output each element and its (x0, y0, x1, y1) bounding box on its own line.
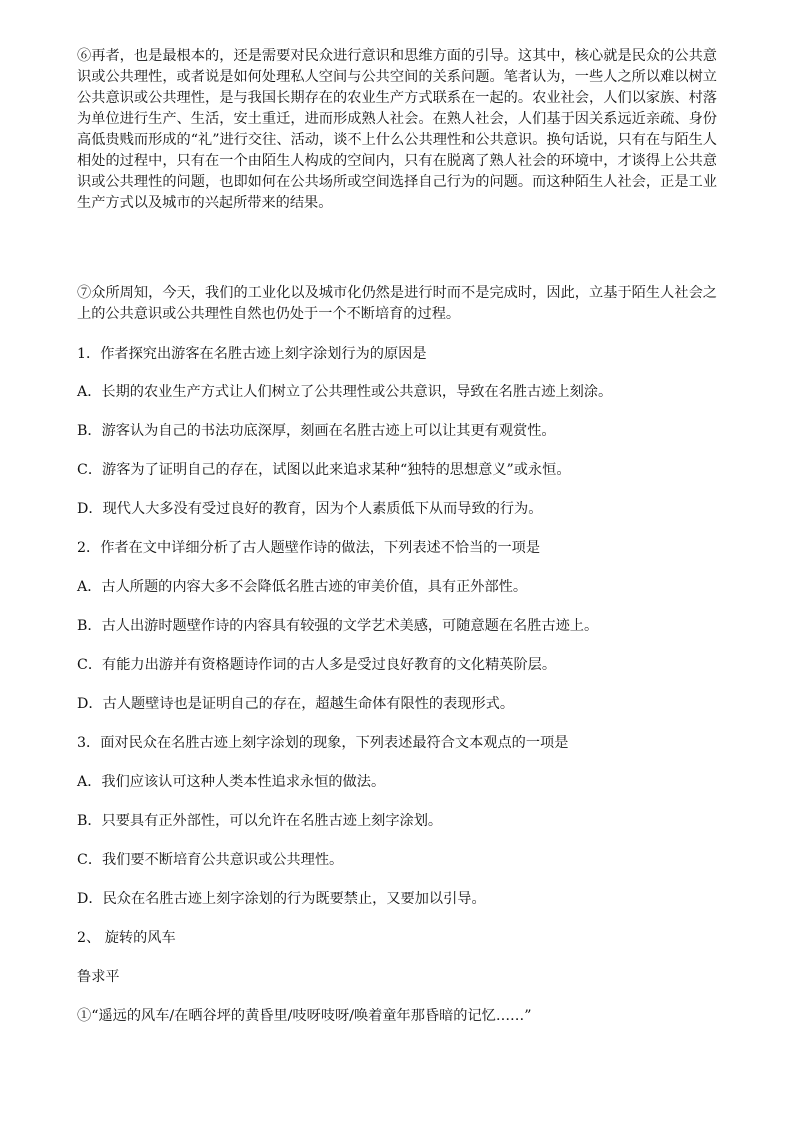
question-3-option-c: C．我们要不断培育公共意识或公共理性。 (77, 852, 344, 868)
question-1-stem: 1．作者探究出游客在名胜古迹上刻字涂划行为的原因是 (77, 346, 427, 362)
question-3-stem: 3．面对民众在名胜古迹上刻字涂划的现象，下列表述最符合文本观点的一项是 (77, 735, 569, 751)
question-3-option-d: D．民众在名胜古迹上刻字涂划的行为既要禁止，又要加以引导。 (77, 891, 486, 907)
passage-author: 鲁求平 (77, 969, 120, 985)
passage-first-line: ①“遥远的风车/在晒谷坪的黄昏里/吱呀吱呀/唤着童年那昏暗的记忆……” (77, 1008, 532, 1024)
question-1-option-a: A．长期的农业生产方式让人们树立了公共理性或公共意识，导致在名胜古迹上刻涂。 (77, 384, 613, 400)
question-1-option-b: B．游客认为自己的书法功底深厚，刻画在名胜古迹上可以让其更有观赏性。 (77, 423, 556, 439)
question-2-option-d: D．古人题壁诗也是证明自己的存在，超越生命体有限性的表现形式。 (77, 696, 515, 712)
question-1-option-c: C．游客为了证明自己的存在，试图以此来追求某种“独特的思想意义”或永恒。 (77, 462, 571, 478)
question-2-stem: 2．作者在文中详细分析了古人题壁作诗的做法，下列表述不恰当的一项是 (77, 540, 541, 556)
question-1-option-d: D．现代人大多没有受过良好的教育，因为个人素质低下从而导致的行为。 (77, 501, 543, 517)
question-2-option-a: A．古人所题的内容大多不会降低名胜古迹的审美价值，具有正外部性。 (77, 579, 528, 595)
paragraph-7: ⑦众所周知，今天，我们的工业化以及城市化仍然是进行时而不是完成时，因此，立基于陌生人社会之上的公共意识或公共理性自然也仍处于一个不断培育的过程。 (77, 285, 717, 322)
paragraph-6: ⑥再者，也是最根本的，还是需要对民众进行意识和思维方面的引导。这其中，核心就是民众的公共意识或公共理性，或者说是如何处理私人空间与公共空间的关系问题。笔者认为，一些人之所以难以树立公共意识或公共理性，是与我国长期存在的农业生产方式联系在一起的。农业社会，人们以家族、村落为单位进行生产、生活，安土重迁，进而形成熟人社会。在熟人社会，人们基于因关系远近亲疏、身份高低贵贱而形成的“礼”进行交往、活动，谈不上什么公共理性和公共意识。换句话说，只有在与陌生人相处的过程中，只有在一个由陌生人构成的空间内，只有在脱离了熟人社会的环境中，才谈得上公共意识或公共理性的问题，也即如何在公共场所或空间选择自己行为的问题。而这种陌生人社会，正是工业生产方式以及城市的兴起所带来的结果。 (77, 48, 717, 211)
question-2-option-b: B．古人出游时题壁作诗的内容具有较强的文学艺术美感，可随意题在名胜古迹上。 (77, 618, 599, 634)
question-2-option-c: C．有能力出游并有资格题诗作词的古人多是受过良好教育的文化精英阶层。 (77, 657, 557, 673)
question-3-option-a: A．我们应该认可这种人类本性追求永恒的做法。 (77, 774, 386, 790)
passage-heading: 2、 旋转的风车 (77, 930, 176, 946)
question-3-option-b: B．只要具有正外部性，可以允许在名胜古迹上刻字涂划。 (77, 813, 443, 829)
